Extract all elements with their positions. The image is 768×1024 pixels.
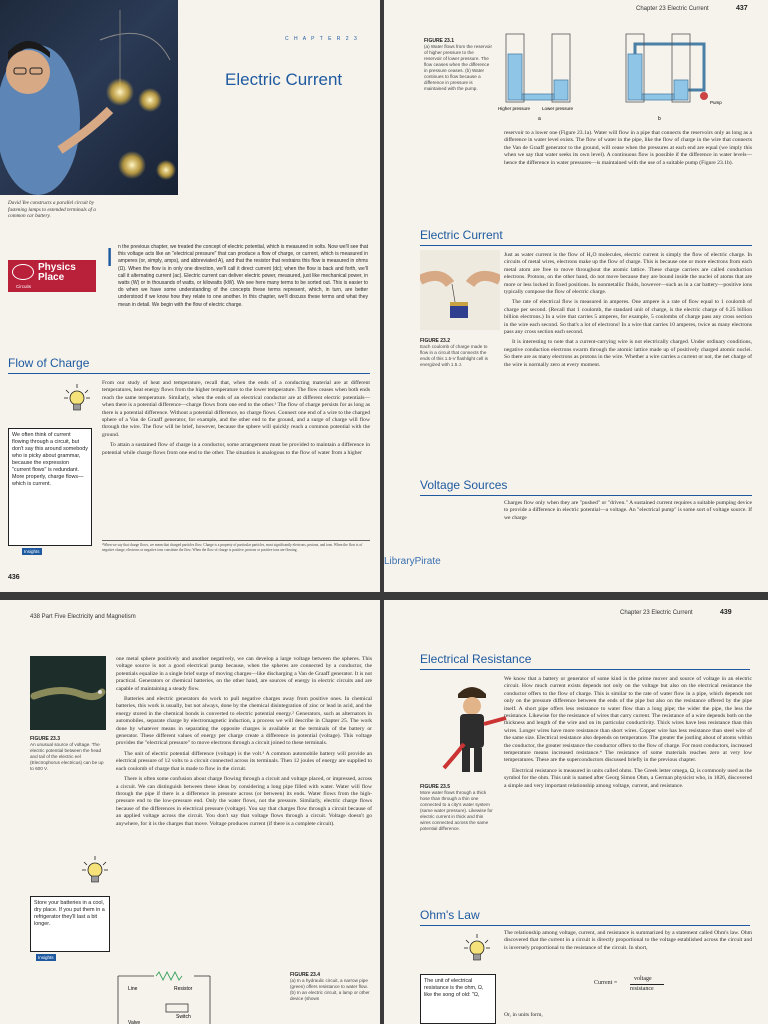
paragraph: reservoir to a lower one (Figure 23.1a). Water will flow in a pipe that connects the reservoirs only as long as a difference in water level exists. The flow of water in the pipe, like the flow of charge in the wire that connects the Van de Graaff generator to the ground, will cease when the pressures at each end are equal (we imply this when we say that water seeks its own level). A continuous flow is possible if the difference in water levels—hence the difference in water pressures—is maintained with the use of a suitable pump (Figure 23.1b).: [504, 130, 752, 166]
paragraph: It is interesting to note that a current-carrying wire is not electrically charged. Under ordinary conditions, negative conduction electrons swarm through the atomic lattice made up of positively charged atomic nuclei. So there are as many electrons as protons in the wire. Whether a wire carries a current or not, the net charge of the wire is normally zero at every moment.: [504, 339, 752, 368]
page-number: 436: [8, 574, 20, 581]
atom-icon: [12, 264, 34, 280]
figure-title: FIGURE 23.3: [30, 736, 61, 742]
paragraph: Just as water current is the flow of H₂O molecules, electric current is simply the flow of electric charge. In circuits of metal wires, electrons make up the flow of charge. This is because one or more electrons from each metal atom are free to move throughout the atomic lattice. These charge carriers are called conduction electrons. Protons, on the other hand, do not move because they are bound inside the nuclei of atoms that are more or less locked in fixed positions. In nonmetallic fluids, however—such as in a car battery—positive ions typically compose the flow of electric charge.: [504, 252, 752, 296]
photo-caption: David Yee constructs a parallel circuit by fastening lamps to extended terminals of a common car battery.: [8, 200, 96, 220]
chapter-label: C H A P T E R 2 3: [285, 36, 359, 42]
figure-23-5-caption: [420, 784, 494, 832]
paragraph: Or, in units form,: [504, 1012, 543, 1018]
figure-text: More water flows through a thick hose than through a thin one connected to a city's water system (same water pressure). Likewise for electric current in thick and thin wires connected across the same potential difference.: [420, 790, 493, 831]
paragraph: The unit of electric potential difference (voltage) is the volt.³ A common automobile battery will provide an electrical pressure of 12 volts to a circuit connected across its terminals. Then 12 joules of energy are supplied to each coulomb of charge that is made to flow in the circuit.: [116, 750, 372, 772]
chapter-title: Electric Current: [225, 70, 343, 89]
section-heading-electrical-resistance: Electrical Resistance: [420, 652, 750, 666]
fraction-bar: [630, 984, 664, 985]
running-header: Chapter 23 Electric Current: [620, 610, 693, 616]
paragraph: From our study of heat and temperature, recall that, when the ends of a conducting material are at different temperatures, heat energy flows from the higher temperature to the lower temperature. The flow ceases when both ends reach the same temperature. Similarly, when the ends of an electrical conductor are at different electric potentials—when there is a potential difference—charge flows from one end to the other.¹ The flow of charge persists for as long as there is a potential difference. Without a potential difference, no charge flows. Connect one end of a wire to the charged sphere of a Van de Graaff generator, for example, and the other end to the ground, and a surge of charge will flow through the wire. The flow will be brief, however, because the sphere will quickly reach a common potential with the ground.: [102, 380, 370, 438]
running-header: 438 Part Five Electricity and Magnetism: [30, 614, 136, 620]
page-number: 439: [720, 609, 732, 616]
page-438: [0, 600, 380, 1024]
switch-label: Switch: [176, 1014, 191, 1020]
insight-tag: Insights: [38, 955, 54, 960]
intro-paragraph: n the previous chapter, we treated the concept of electric potential, which is measured in volts. Now we'll see that this voltage acts like an "electrical pressure" that can produce a flow of charge, or current, which is measured in amperes (or, simply, amps), and abbreviated A), and that the resistor that restrains this flow is measured in ohms (Ω). When the flow is in only one direction, we'll call it direct current (dc); when the flow is back and forth, we'll call it alternating current (ac). Electric current can deliver electric power, measured, just like mechanical power, in watts (W) or in thousands of watts, or kilowatts (kW). We see here many terms to be sorted out. This is easier to do when we have some understanding of the concepts these terms represent, which, in turn, are better understood if we know how they relate to one another. In this chapter, we'll discuss these terms and what they mean in detail. We begin with the flow of electric charge.: [118, 244, 368, 308]
valve-label: Valve: [128, 1020, 141, 1024]
electric-current-body: [504, 252, 752, 372]
running-header: Chapter 23 Electric Current: [636, 6, 709, 12]
voltage-sources-body: [116, 656, 372, 831]
insight-tag: Insights: [24, 549, 40, 554]
water-reservoir-figure: [498, 24, 748, 124]
paragraph: To attain a sustained flow of charge in a conductor, some arrangement must be provided to maintain a difference in potential while charge flows from one end to the other. The situation is analogous to the flow of water from a higher: [102, 442, 370, 456]
figure-title: FIGURE 23.2: [420, 338, 451, 344]
figure-23-4-caption: [290, 972, 372, 1002]
formula-lhs: Current =: [594, 980, 618, 986]
insight-box: Store your batteries in a cool, dry place. If you put them in a refrigerator they'll last a bit longer.: [30, 896, 110, 952]
resistance-body: [504, 676, 752, 793]
footnote: ¹When we say that charge flows, we mean that charged particles flow. Charge is a property of particular particles, most significantly electrons, protons, and ions. When the flow is of negative charge, electrons or negative ions constitute the flow. When the flow of charge is positive, protons or positive ions are flowing.: [102, 540, 370, 552]
hydraulic-circuit-figure: [114, 966, 254, 1024]
figure-title: FIGURE 23.5: [420, 784, 451, 790]
flashlight-cell-photo: [420, 250, 500, 330]
section-heading-voltage-sources: Voltage Sources: [420, 478, 752, 492]
watermark: LibraryPirate: [384, 556, 441, 567]
paragraph: There is often some confusion about charge flowing through a circuit and voltage placed, or impressed, across a circuit. We can distinguish between these ideas by considering a long pipe filled with water. Water will flow through the pipe if there is a difference in pressure across (or between) its ends. Water flows from the high-pressure end to the low-pressure end. Only the water flows, not the pressure. Similarly, electric charge flows because of the differences in electrical pressure (voltage). You say that charges flow through a circuit because of an applied voltage across the circuit. You don't say that voltage flows through a circuit. Voltage doesn't go anywhere, for it is the charges that move. Voltage produces current (if there is a complete circuit).: [116, 776, 372, 827]
flow-of-charge-body: [102, 380, 370, 460]
page-436: [0, 0, 380, 592]
paragraph: We know that a battery or generator of some kind is the prime mover and source of voltage in an electric circuit. How much current exists depends not only on the voltage but also on the electrical resistance the conductor offers to the flow of charge. This is similar to the rate of water flow in a pipe, which depends not only on the pressure difference between the ends of the pipe but also on the resistance offered by the pipe itself. A short pipe offers less resistance to water flow than a long pipe; the wider the pipe, the less the resistance. Likewise for the resistance of wires that carry current. The resistance of a wire depends both on the thickness and length of the wire and on its particular conductivity. Thick wires have less resistance than thin wires. Longer wires have more resistance than short wires. Copper wire has less resistance than steel wire of the same size. Electrical resistance also depends on temperature. The greater the jostling about of atoms within the conductor, the greater resistance the conductor offers to the flow of charge. For most conductors, increased temperature means increased resistance.⁴ The resistance of some materials reaches zero at very low temperatures. These are the superconductors discussed briefly in the previous chapter.: [504, 676, 752, 764]
lightbulb-icon: [464, 934, 490, 964]
section-heading-ohms-law: Ohm's Law: [420, 908, 750, 922]
lightbulb-icon: [82, 856, 108, 886]
physics-place-line3: Circuits: [16, 284, 32, 289]
section-heading-flow-of-charge: Flow of Charge: [8, 356, 370, 370]
figure-text: An unusual source of voltage. The electric potential between the head and tail of the electric eel (Electrophorus electricus) can be up to 600 V.: [30, 742, 104, 771]
figure-text: (a) In a hydraulic circuit, a narrow pipe (green) offers resistance to water flow. (b) In an electric circuit, a lamp or other device (shown: [290, 978, 370, 1001]
chapter-opener-photo: [0, 0, 178, 195]
part-a-label: a: [538, 116, 541, 122]
paragraph: The relationship among voltage, current, and resistance is summarized by a statement called Ohm's law. Ohm discovered that the current in a circuit is directly proportional to the voltage established across the circuit and is inversely proportional to the resistance of the circuit. In short,: [504, 930, 752, 951]
physics-place-badge: [8, 260, 96, 292]
page-number: 437: [736, 5, 748, 12]
paragraph: Electrical resistance is measured in units called ohms. The Greek letter omega, Ω, is commonly used as the symbol for the ohm. This unit is named after Georg Simon Ohm, a German physicist who, in 1826, discovered a simple and very important relationship among voltage, current, and resistance.: [504, 767, 752, 789]
section-heading-electric-current: Electric Current: [420, 228, 752, 242]
physics-place-line1: Physics: [38, 262, 76, 273]
paragraph: one metal sphere positively and another negatively, we can develop a large voltage between the spheres. This voltage source is not a good electrical pump because, when the spheres are connected by a conductor, the potentials equalize in a single brief surge of moving charges—like discharging a Van de Graaff generator. It is not practical. Generators or chemical batteries, on the other hand, are sources of energy in electric circuits and are capable of maintaining a steady flow.: [116, 656, 372, 692]
paragraph: Batteries and electric generators do work to pull negative charges away from positive ones. In chemical batteries, this work is usually, but not always, done by the chemical disintegration of zinc or lead in acid, and the energy stored in the chemical bonds is converted to electric potential energy.² Generators, such as alternators in automobiles, separate charge by electromagnetic induction, a process we will describe in Chapter 25. The work done by whatever means in separating the opposite charges is available at the terminals of the battery or generator. These different values of energy per charge create a difference in potential (voltage). This voltage provides the "electrical pressure" to move electrons through a circuit joined to these terminals.: [116, 696, 372, 747]
figure-23-1-caption: [424, 38, 492, 92]
physics-place-line2: Place: [38, 272, 65, 283]
formula-denominator: resistance: [630, 986, 654, 992]
high-pressure-label: Higher pressure: [498, 106, 531, 111]
insight-box: The unit of electrical resistance is the ohm, Ω, like the song of old: "Ω,: [420, 974, 496, 1024]
low-pressure-label: Lower pressure: [542, 106, 574, 111]
resistor-label: Resistor: [174, 986, 193, 992]
drop-cap: I: [106, 242, 114, 272]
eel-illustration: [30, 656, 106, 730]
figure-text: Each coulomb of charge made to flow in a circuit that connects the ends of this 1.5-V flashlight cell is energized with 1.5 J.: [420, 344, 488, 367]
figure-23-3-caption: [30, 736, 108, 772]
pump-label: Pump: [710, 100, 722, 105]
line-label: Line: [128, 986, 138, 992]
part-b-label: b: [658, 116, 661, 122]
firefighter-cartoon: [438, 678, 508, 778]
page-437: [384, 0, 768, 592]
insight-box: We often think of current flowing through a circuit, but don't say this around somebody who is picky about grammar, because the expression "current flows" is redundant. More properly, charge flows—which is current.: [8, 428, 92, 546]
figure-title: FIGURE 23.4: [290, 972, 321, 978]
figure-text: (a) Water flows from the reservoir of higher pressure to the reservoir of lower pressure. The flow ceases when the difference in pressure ceases. (b) Water continues to flow because a difference in pressure is maintained with the pump.: [424, 44, 492, 91]
figure-title: FIGURE 23.1: [424, 38, 455, 44]
paragraph: Charges flow only when they are "pushed" or "driven." A sustained current requires a suitable pumping device to provide a difference in electric potential—a voltage. An "electrical pump" is some sort of voltage source. If we charge: [504, 500, 752, 521]
lamp-demo-illustration: [0, 0, 178, 195]
lightbulb-icon: [64, 384, 90, 414]
paragraph: The rate of electrical flow is measured in amperes. One ampere is a rate of flow equal to 1 coulomb of charge per second. (Recall that 1 coulomb, the standard unit of charge, is the electric charge of 6.25 billion billion electrons.) In a wire that carries 5 amperes, for example, 5 coulombs of charge pass any cross section in the wire each second. So that's a lot of electrons! In a wire that carries 10 amperes, twice as many electrons pass any cross section each second.: [504, 299, 752, 336]
formula-numerator: voltage: [634, 976, 652, 982]
figure-23-2-caption: [420, 338, 494, 368]
electric-eel-photo: [30, 656, 106, 730]
page-439: [384, 600, 768, 1024]
